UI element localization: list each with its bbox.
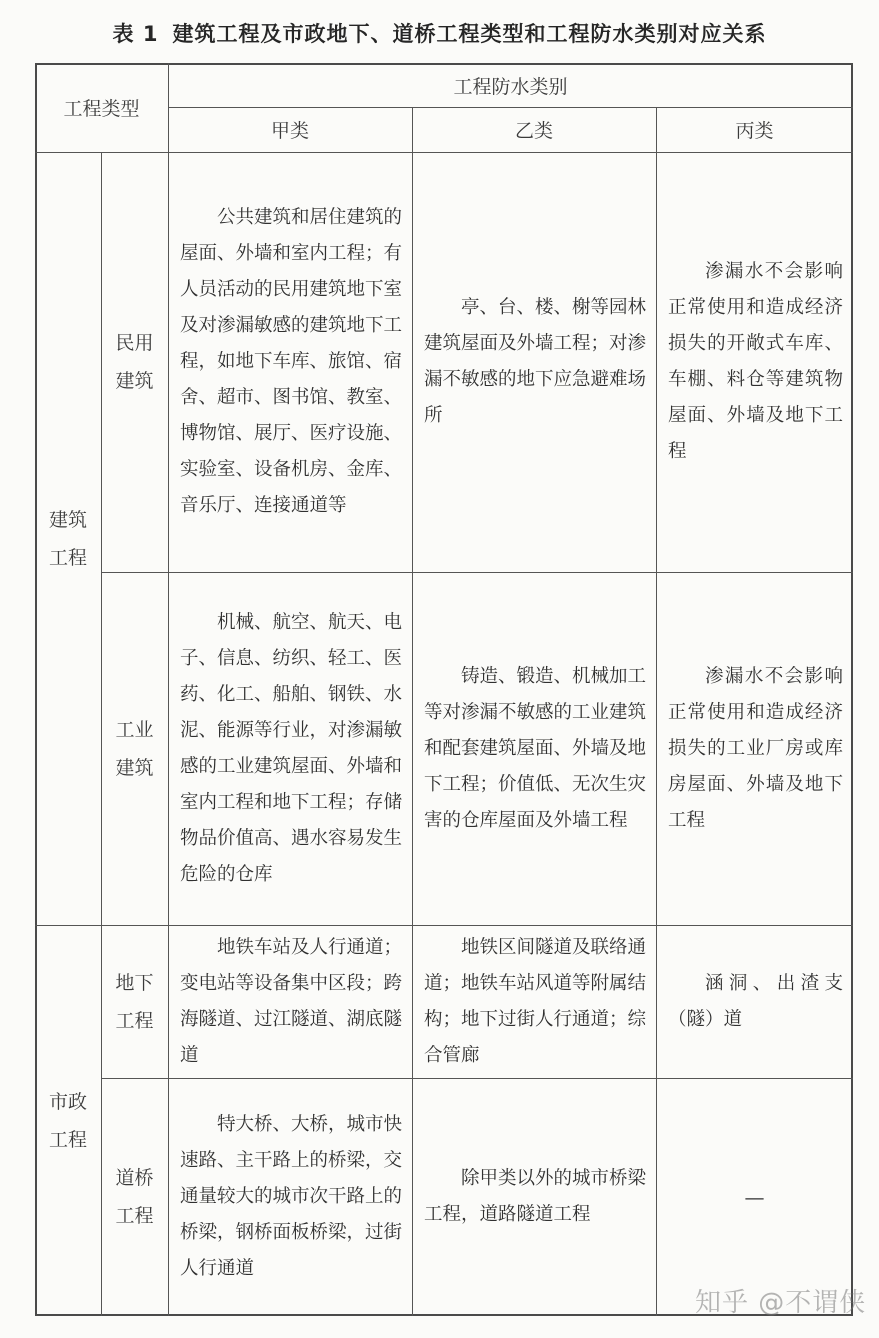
- header-waterproof-category-label: 工程防水类别: [453, 75, 568, 98]
- cell-industrial-jia: [168, 572, 412, 925]
- cell-text: 公共建筑和居住建筑的屋面、外墙和室内工程；有人员活动的民用建筑地下室及对渗漏敏感的建筑地下工程，如地下车库、旅馆、宿舍、超市、图书馆、教室、博物馆、展厅、医疗设施、实验室、设备机房、金库、音乐厅、连接通道等: [180, 207, 403, 516]
- table-row-underground: [101, 925, 168, 1078]
- empty-dash: —: [744, 1185, 765, 1209]
- table-row-civil: [101, 152, 168, 572]
- subtype-label: 地下工程: [115, 971, 154, 1032]
- cell-text: 特大桥、大桥，城市快速路、主干路上的桥梁，交通量较大的城市次干路上的桥梁，钢桥面板桥梁，过街人行通道: [180, 1114, 403, 1279]
- group-building: [35, 152, 101, 925]
- cell-text: 机械、航空、航天、电子、信息、纺织、轻工、医药、化工、船舶、钢铁、水泥、能源等行业，对渗漏敏感的工业建筑屋面、外墙和室内工程和地下工程；存储物品价值高、遇水容易发生危险的仓库: [180, 611, 403, 885]
- cell-text: 渗漏水不会影响正常使用和造成经济损失的开敞式车库、车棚、料仓等建筑物屋面、外墙及地下工程: [668, 261, 843, 462]
- cell-text: 渗漏水不会影响正常使用和造成经济损失的工业厂房或库房屋面、外墙及地下工程: [668, 665, 843, 831]
- header-engineering-type-label: 工程类型: [63, 98, 140, 120]
- group-building-label: 建筑工程: [48, 508, 87, 569]
- table-title: [0, 18, 879, 48]
- watermark: 知乎 @不谓侠: [695, 1288, 867, 1318]
- cell-industrial-bing: [656, 572, 853, 925]
- cell-underground-bing: [656, 925, 853, 1078]
- cell-road-bridge-bing: [656, 1078, 853, 1316]
- subtype-label: 民用建筑: [115, 332, 154, 392]
- cell-text: 除甲类以外的城市桥梁工程，道路隧道工程: [424, 1168, 647, 1225]
- subtype-label: 道桥工程: [115, 1167, 154, 1227]
- cell-road-bridge-jia: [168, 1078, 412, 1316]
- table-row-road-bridge: [101, 1078, 168, 1316]
- header-engineering-type: [35, 63, 168, 152]
- header-col-yi: [412, 107, 656, 152]
- cell-road-bridge-yi: [412, 1078, 656, 1316]
- header-waterproof-category: [168, 63, 853, 107]
- table-number: 表 1: [112, 22, 159, 46]
- cell-text: 地铁车站及人行通道；变电站等设备集中区段；跨海隧道、过江隧道、湖底隧道: [180, 936, 403, 1066]
- cell-text: 铸造、锻造、机械加工等对渗漏不敏感的工业建筑和配套建筑屋面、外墙及地下工程；价值低、无次生灾害的仓库屋面及外墙工程: [424, 665, 647, 831]
- header-col-yi-label: 乙类: [514, 120, 553, 142]
- group-municipal-label: 市政工程: [48, 1090, 87, 1151]
- subtype-label: 工业建筑: [115, 718, 154, 779]
- cell-industrial-yi: [412, 572, 656, 925]
- cell-civil-jia: [168, 152, 412, 572]
- header-col-jia: [168, 107, 412, 152]
- header-col-bing: [656, 107, 853, 152]
- header-col-jia-label: 甲类: [270, 120, 309, 142]
- header-col-bing-label: 丙类: [735, 120, 774, 142]
- cell-civil-bing: [656, 152, 853, 572]
- cell-text: 地铁区间隧道及联络通道；地铁车站风道等附属结构；地下过街人行通道；综合管廊: [424, 936, 647, 1066]
- table-row-industrial: [101, 572, 168, 925]
- cell-underground-jia: [168, 925, 412, 1078]
- cell-text: 亭、台、楼、榭等园林建筑屋面及外墙工程；对渗漏不敏感的地下应急避难场所: [424, 297, 647, 426]
- group-municipal: [35, 925, 101, 1316]
- table-caption: 建筑工程及市政地下、道桥工程类型和工程防水类别对应关系: [172, 22, 767, 46]
- cell-underground-yi: [412, 925, 656, 1078]
- cell-text: 涵洞、出渣支（隧）道: [668, 972, 843, 1030]
- cell-civil-yi: [412, 152, 656, 572]
